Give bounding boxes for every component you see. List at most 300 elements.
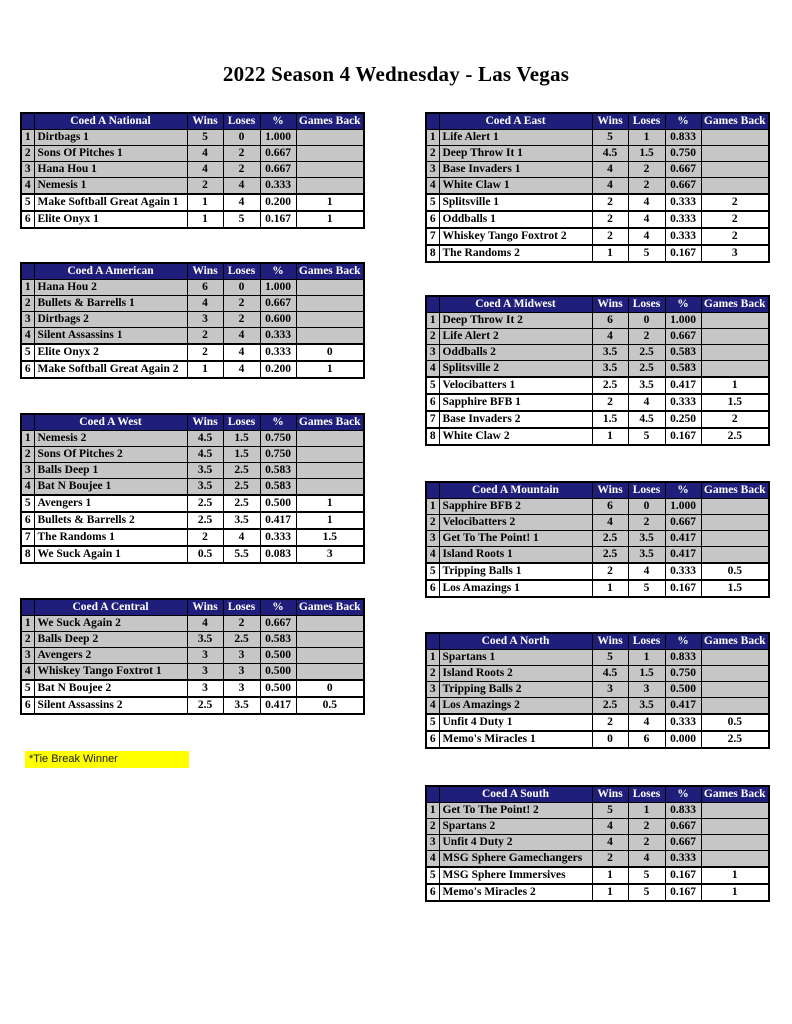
- team-name-cell: The Randoms 2: [439, 245, 592, 262]
- wins-cell: 5: [187, 130, 223, 146]
- wins-cell: 2.5: [592, 531, 628, 547]
- games-back-cell: 1.5: [296, 529, 364, 546]
- pct-cell: 0.333: [665, 211, 701, 228]
- pct-cell: 0.167: [665, 580, 701, 597]
- wins-cell: 6: [187, 280, 223, 296]
- table-row: [426, 245, 769, 262]
- division-table: [20, 598, 365, 715]
- pct-cell: 0.417: [665, 698, 701, 715]
- pct-cell: 0.833: [665, 803, 701, 819]
- table-row: [426, 819, 769, 835]
- team-name-cell: Memo's Miracles 1: [439, 731, 592, 748]
- wins-cell: 4: [187, 616, 223, 632]
- wins-cell: 6: [592, 499, 628, 515]
- pct-cell: 0.833: [665, 650, 701, 666]
- team-name-cell: Get To The Point! 2: [439, 803, 592, 819]
- games-back-cell: [701, 547, 769, 564]
- games-back-cell: 3: [296, 546, 364, 563]
- pct-cell: 0.583: [665, 345, 701, 361]
- team-name-cell: Make Softball Great Again 1: [34, 194, 187, 211]
- games-back-cell: [701, 146, 769, 162]
- table-row: [426, 515, 769, 531]
- wins-cell: 2.5: [592, 698, 628, 715]
- table-row: [426, 650, 769, 666]
- table-row: [21, 479, 364, 496]
- corner-cell: [426, 786, 439, 803]
- games-back-cell: 0.5: [701, 714, 769, 731]
- rank-cell: 1: [21, 130, 34, 146]
- table-row: [426, 547, 769, 564]
- team-name-cell: Make Softball Great Again 2: [34, 361, 187, 378]
- rank-cell: 2: [426, 819, 439, 835]
- games-back-cell: [701, 178, 769, 195]
- rank-cell: 5: [426, 714, 439, 731]
- loses-cell: 2: [223, 296, 260, 312]
- rank-cell: 3: [426, 162, 439, 178]
- table-row: [426, 178, 769, 195]
- rank-cell: 1: [21, 616, 34, 632]
- rank-cell: 1: [426, 803, 439, 819]
- pct-cell: 0.333: [665, 194, 701, 211]
- wins-cell: 3: [592, 682, 628, 698]
- loses-cell: 0: [628, 499, 665, 515]
- pct-cell: 1.000: [260, 130, 296, 146]
- table-row: [21, 463, 364, 479]
- team-name-cell: Base Invaders 2: [439, 411, 592, 428]
- rank-cell: 5: [426, 867, 439, 884]
- rank-cell: 5: [426, 563, 439, 580]
- games-back-cell: [701, 313, 769, 329]
- team-name-cell: Island Roots 2: [439, 666, 592, 682]
- col-header-pct: %: [260, 263, 296, 280]
- rank-cell: 2: [426, 329, 439, 345]
- table-row: [21, 529, 364, 546]
- header-row: [21, 263, 364, 280]
- games-back-cell: 0.5: [701, 563, 769, 580]
- division-title: Coed A North: [439, 633, 592, 650]
- loses-cell: 3.5: [223, 512, 260, 529]
- wins-cell: 2.5: [592, 547, 628, 564]
- table-row: [21, 194, 364, 211]
- loses-cell: 2: [628, 162, 665, 178]
- rank-cell: 1: [426, 499, 439, 515]
- pct-cell: 1.000: [665, 313, 701, 329]
- rank-cell: 1: [21, 431, 34, 447]
- loses-cell: 4: [628, 563, 665, 580]
- team-name-cell: Memo's Miracles 2: [439, 884, 592, 901]
- pct-cell: 0.333: [665, 851, 701, 868]
- pct-cell: 0.333: [665, 394, 701, 411]
- division-title: Coed A Mountain: [439, 482, 592, 499]
- table-row: [21, 495, 364, 512]
- table-row: [426, 194, 769, 211]
- header-row: [426, 786, 769, 803]
- loses-cell: 5: [223, 211, 260, 228]
- pct-cell: 0.750: [665, 146, 701, 162]
- rank-cell: 6: [21, 361, 34, 378]
- corner-cell: [426, 296, 439, 313]
- wins-cell: 2.5: [187, 697, 223, 714]
- rank-cell: 8: [21, 546, 34, 563]
- table-row: [21, 312, 364, 328]
- division-table: [425, 632, 770, 749]
- pct-cell: 0.750: [260, 431, 296, 447]
- games-back-cell: [701, 819, 769, 835]
- rank-cell: 2: [21, 447, 34, 463]
- wins-cell: 3.5: [187, 479, 223, 496]
- wins-cell: 2: [187, 178, 223, 195]
- rank-cell: 1: [426, 313, 439, 329]
- team-name-cell: Life Alert 2: [439, 329, 592, 345]
- table-row: [426, 867, 769, 884]
- games-back-cell: 2: [701, 211, 769, 228]
- games-back-cell: [296, 328, 364, 345]
- pct-cell: 0.417: [665, 377, 701, 394]
- header-row: [21, 113, 364, 130]
- corner-cell: [21, 113, 34, 130]
- loses-cell: 3.5: [223, 697, 260, 714]
- games-back-cell: [296, 146, 364, 162]
- rank-cell: 2: [426, 666, 439, 682]
- col-header-games-back: Games Back: [296, 599, 364, 616]
- pct-cell: 0.750: [260, 447, 296, 463]
- wins-cell: 4: [592, 178, 628, 195]
- loses-cell: 2.5: [223, 495, 260, 512]
- table-row: [426, 851, 769, 868]
- pct-cell: 0.200: [260, 361, 296, 378]
- loses-cell: 2.5: [223, 463, 260, 479]
- pct-cell: 0.417: [260, 512, 296, 529]
- tiebreak-note: *Tie Break Winner: [25, 751, 189, 768]
- loses-cell: 6: [628, 731, 665, 748]
- team-name-cell: Splitsville 1: [439, 194, 592, 211]
- corner-cell: [21, 599, 34, 616]
- games-back-cell: 1: [296, 361, 364, 378]
- table-row: [21, 616, 364, 632]
- wins-cell: 6: [592, 313, 628, 329]
- team-name-cell: Unfit 4 Duty 2: [439, 835, 592, 851]
- pct-cell: 1.000: [260, 280, 296, 296]
- division-table: [425, 785, 770, 902]
- table-row: [426, 377, 769, 394]
- col-header-pct: %: [665, 296, 701, 313]
- pct-cell: 0.667: [260, 146, 296, 162]
- pct-cell: 0.417: [260, 697, 296, 714]
- division-table: [425, 481, 770, 598]
- rank-cell: 1: [426, 130, 439, 146]
- rank-cell: 7: [426, 228, 439, 245]
- loses-cell: 2: [223, 146, 260, 162]
- games-back-cell: [701, 345, 769, 361]
- table-row: [426, 803, 769, 819]
- team-name-cell: The Randoms 1: [34, 529, 187, 546]
- wins-cell: 4: [592, 835, 628, 851]
- games-back-cell: [296, 178, 364, 195]
- loses-cell: 2.5: [628, 361, 665, 378]
- team-name-cell: Dirtbags 2: [34, 312, 187, 328]
- wins-cell: 5: [592, 803, 628, 819]
- team-name-cell: Velocibatters 2: [439, 515, 592, 531]
- loses-cell: 2: [628, 515, 665, 531]
- games-back-cell: [296, 130, 364, 146]
- rank-cell: 4: [21, 664, 34, 681]
- wins-cell: 2: [592, 714, 628, 731]
- pct-cell: 0.167: [665, 884, 701, 901]
- header-row: [426, 113, 769, 130]
- division-title: Coed A American: [34, 263, 187, 280]
- corner-cell: [21, 414, 34, 431]
- loses-cell: 2: [628, 178, 665, 195]
- table-row: [426, 329, 769, 345]
- table-row: [426, 394, 769, 411]
- wins-cell: 2: [592, 563, 628, 580]
- games-back-cell: 2.5: [701, 428, 769, 445]
- pct-cell: 0.083: [260, 546, 296, 563]
- table-row: [426, 428, 769, 445]
- rank-cell: 7: [21, 529, 34, 546]
- wins-cell: 2.5: [187, 512, 223, 529]
- games-back-cell: 2: [701, 194, 769, 211]
- table-row: [21, 162, 364, 178]
- rank-cell: 3: [21, 312, 34, 328]
- col-header-games-back: Games Back: [701, 482, 769, 499]
- team-name-cell: Oddballs 1: [439, 211, 592, 228]
- pct-cell: 0.583: [665, 361, 701, 378]
- team-name-cell: We Suck Again 2: [34, 616, 187, 632]
- table-row: [21, 648, 364, 664]
- table-row: [426, 731, 769, 748]
- wins-cell: 2: [592, 394, 628, 411]
- pct-cell: 0.667: [260, 162, 296, 178]
- rank-cell: 5: [21, 344, 34, 361]
- rank-cell: 5: [426, 377, 439, 394]
- rank-cell: 6: [426, 731, 439, 748]
- loses-cell: 5: [628, 884, 665, 901]
- team-name-cell: Avengers 2: [34, 648, 187, 664]
- team-name-cell: Bullets & Barrells 2: [34, 512, 187, 529]
- division-title: Coed A Midwest: [439, 296, 592, 313]
- pct-cell: 0.333: [260, 529, 296, 546]
- wins-cell: 4.5: [592, 666, 628, 682]
- loses-cell: 1: [628, 130, 665, 146]
- team-name-cell: Nemesis 2: [34, 431, 187, 447]
- games-back-cell: 1: [296, 194, 364, 211]
- page-title: 2022 Season 4 Wednesday - Las Vegas: [222, 62, 570, 86]
- rank-cell: 6: [426, 394, 439, 411]
- table-row: [426, 411, 769, 428]
- games-back-cell: 1: [701, 884, 769, 901]
- team-name-cell: Silent Assassins 2: [34, 697, 187, 714]
- team-name-cell: Balls Deep 1: [34, 463, 187, 479]
- rank-cell: 6: [21, 697, 34, 714]
- games-back-cell: 0: [296, 680, 364, 697]
- pct-cell: 0.583: [260, 463, 296, 479]
- loses-cell: 3: [628, 682, 665, 698]
- pct-cell: 0.333: [260, 178, 296, 195]
- loses-cell: 4: [223, 328, 260, 345]
- rank-cell: 3: [426, 835, 439, 851]
- col-header-wins: Wins: [187, 113, 223, 130]
- rank-cell: 3: [21, 162, 34, 178]
- wins-cell: 4.5: [187, 431, 223, 447]
- table-row: [21, 546, 364, 563]
- loses-cell: 4: [628, 714, 665, 731]
- col-header-games-back: Games Back: [701, 633, 769, 650]
- table-row: [426, 361, 769, 378]
- col-header-wins: Wins: [187, 599, 223, 616]
- rank-cell: 6: [21, 512, 34, 529]
- wins-cell: 4: [187, 296, 223, 312]
- col-header-pct: %: [665, 113, 701, 130]
- games-back-cell: [701, 835, 769, 851]
- table-row: [21, 178, 364, 195]
- games-back-cell: [296, 616, 364, 632]
- games-back-cell: [296, 280, 364, 296]
- team-name-cell: Island Roots 1: [439, 547, 592, 564]
- rank-cell: 4: [21, 178, 34, 195]
- table-row: [21, 280, 364, 296]
- wins-cell: 3.5: [187, 463, 223, 479]
- team-name-cell: Spartans 2: [439, 819, 592, 835]
- col-header-loses: Loses: [628, 633, 665, 650]
- games-back-cell: 0: [296, 344, 364, 361]
- team-name-cell: Whiskey Tango Foxtrot 1: [34, 664, 187, 681]
- col-header-pct: %: [665, 786, 701, 803]
- col-header-loses: Loses: [223, 414, 260, 431]
- games-back-cell: [701, 499, 769, 515]
- loses-cell: 2: [628, 329, 665, 345]
- team-name-cell: Unfit 4 Duty 1: [439, 714, 592, 731]
- division-table: [425, 295, 770, 446]
- loses-cell: 5: [628, 428, 665, 445]
- loses-cell: 4.5: [628, 411, 665, 428]
- wins-cell: 0: [592, 731, 628, 748]
- wins-cell: 1: [592, 245, 628, 262]
- wins-cell: 1: [592, 867, 628, 884]
- games-back-cell: [701, 698, 769, 715]
- games-back-cell: [701, 162, 769, 178]
- pct-cell: 0.333: [665, 563, 701, 580]
- wins-cell: 2.5: [592, 377, 628, 394]
- col-header-wins: Wins: [592, 113, 628, 130]
- games-back-cell: [701, 515, 769, 531]
- team-name-cell: Sapphire BFB 2: [439, 499, 592, 515]
- division-title: Coed A Central: [34, 599, 187, 616]
- division-table: [425, 112, 770, 263]
- rank-cell: 8: [426, 428, 439, 445]
- wins-cell: 4: [592, 329, 628, 345]
- col-header-pct: %: [260, 414, 296, 431]
- header-row: [21, 599, 364, 616]
- team-name-cell: Oddballs 2: [439, 345, 592, 361]
- games-back-cell: 3: [701, 245, 769, 262]
- rank-cell: 6: [426, 580, 439, 597]
- col-header-games-back: Games Back: [296, 263, 364, 280]
- pct-cell: 0.667: [665, 162, 701, 178]
- corner-cell: [426, 482, 439, 499]
- wins-cell: 4.5: [592, 146, 628, 162]
- wins-cell: 3: [187, 648, 223, 664]
- loses-cell: 3.5: [628, 547, 665, 564]
- wins-cell: 2.5: [187, 495, 223, 512]
- pct-cell: 0.333: [260, 328, 296, 345]
- rank-cell: 5: [21, 194, 34, 211]
- games-back-cell: 0.5: [296, 697, 364, 714]
- table-row: [426, 698, 769, 715]
- wins-cell: 4: [187, 162, 223, 178]
- team-name-cell: Bat N Boujee 1: [34, 479, 187, 496]
- team-name-cell: Deep Throw It 2: [439, 313, 592, 329]
- team-name-cell: White Claw 1: [439, 178, 592, 195]
- loses-cell: 5.5: [223, 546, 260, 563]
- col-header-games-back: Games Back: [296, 414, 364, 431]
- table-row: [426, 162, 769, 178]
- loses-cell: 3: [223, 648, 260, 664]
- corner-cell: [21, 263, 34, 280]
- rank-cell: 4: [426, 547, 439, 564]
- wins-cell: 3: [187, 680, 223, 697]
- rank-cell: 2: [426, 146, 439, 162]
- wins-cell: 0.5: [187, 546, 223, 563]
- loses-cell: 5: [628, 245, 665, 262]
- table-row: [21, 211, 364, 228]
- wins-cell: 2: [187, 328, 223, 345]
- team-name-cell: Life Alert 1: [439, 130, 592, 146]
- wins-cell: 4: [592, 162, 628, 178]
- rank-cell: 4: [21, 479, 34, 496]
- pct-cell: 0.500: [260, 680, 296, 697]
- division-title: Coed A West: [34, 414, 187, 431]
- pct-cell: 0.167: [260, 211, 296, 228]
- games-back-cell: [701, 130, 769, 146]
- table-row: [21, 130, 364, 146]
- games-back-cell: [701, 361, 769, 378]
- col-header-games-back: Games Back: [701, 296, 769, 313]
- team-name-cell: Elite Onyx 2: [34, 344, 187, 361]
- games-back-cell: [296, 312, 364, 328]
- loses-cell: 1: [628, 803, 665, 819]
- games-back-cell: [701, 851, 769, 868]
- loses-cell: 3.5: [628, 531, 665, 547]
- table-row: [426, 499, 769, 515]
- pct-cell: 0.200: [260, 194, 296, 211]
- rank-cell: 2: [21, 146, 34, 162]
- table-row: [21, 146, 364, 162]
- wins-cell: 1: [187, 361, 223, 378]
- col-header-loses: Loses: [628, 786, 665, 803]
- rank-cell: 3: [426, 531, 439, 547]
- division-table: [20, 112, 365, 229]
- table-row: [21, 664, 364, 681]
- wins-cell: 3.5: [592, 361, 628, 378]
- col-header-loses: Loses: [628, 296, 665, 313]
- pct-cell: 0.333: [665, 714, 701, 731]
- table-row: [21, 361, 364, 378]
- team-name-cell: Hana Hou 1: [34, 162, 187, 178]
- col-header-pct: %: [665, 482, 701, 499]
- team-name-cell: Los Amazings 2: [439, 698, 592, 715]
- corner-cell: [426, 633, 439, 650]
- rank-cell: 1: [426, 650, 439, 666]
- rank-cell: 5: [21, 495, 34, 512]
- team-name-cell: Nemesis 1: [34, 178, 187, 195]
- games-back-cell: 2.5: [701, 731, 769, 748]
- col-header-wins: Wins: [187, 263, 223, 280]
- team-name-cell: Splitsville 2: [439, 361, 592, 378]
- team-name-cell: Velocibatters 1: [439, 377, 592, 394]
- rank-cell: 3: [426, 682, 439, 698]
- pct-cell: 0.583: [260, 632, 296, 648]
